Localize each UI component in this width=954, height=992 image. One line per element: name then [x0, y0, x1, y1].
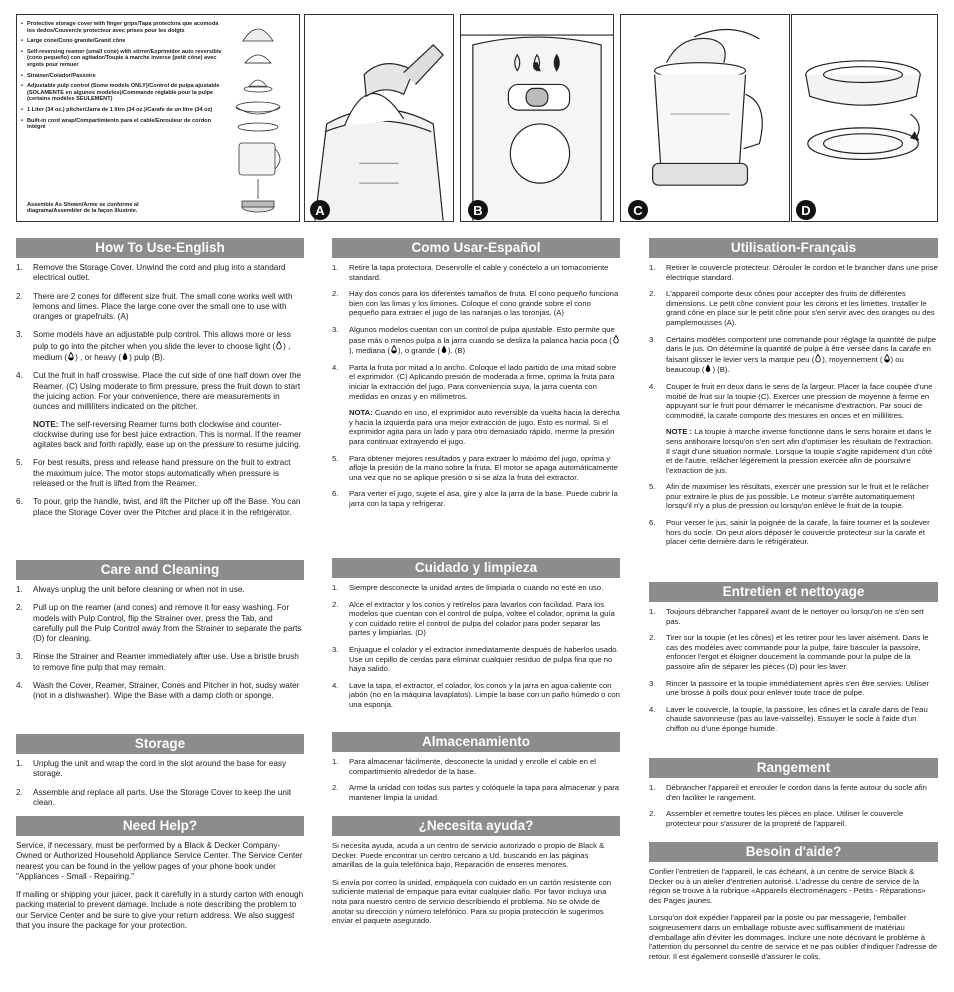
- spanish-storage-step-2: 2. Arme la unidad con todas sus partes y colóquele la tapa para almacenar y para mantener limpia la unidad.: [332, 783, 620, 802]
- french-howto-step-2: 2. L'appareil comporte deux cônes pour accepter des fruits de différentes dimensions. Le petit cône convient pour les citrons et les limettes. Installer le grand cône en place sur le petit cône pour s'en servir avec des oranges ou des pamplemousses (A).: [649, 289, 935, 327]
- french-help-paragraph-2: Lorsqu'on doit expédier l'appareil par la poste ou par messagerie, l'emballer soigneusement dans un emballage robuste avec suffisamment de matériau d'emballage afin d'éviter les dommages. Inclure une note décrivant le problème à l'attention du personnel du centre de service et ne pas oublier d'indiquer l'adresse de retour. Il est également conseillé d'assurer le colis.: [649, 913, 938, 961]
- french-howto-section: [649, 238, 938, 554]
- part-cover: • Protective storage cover with finger grips/Tapa protectora que acomoda los dedos/Couvercle protecteur avec prises pour les doigts: [21, 21, 226, 34]
- english-howto-step-1: 1. Remove the Storage Cover. Unwind the cord and plug into a standard electrical outlet.: [16, 263, 286, 283]
- french-care-step-4: 4. Laver le couvercle, la toupie, la passoire, les cônes et la carafe dans de l'eau chaude savonneuse (pas au lave-vaisselle). Essuyer le socle à l'aide d'un chiffon ou d'une éponge humide.: [649, 704, 928, 733]
- french-care-step-2: 2. Tirer sur la toupie (et les cônes) et les retirer pour les laver aisément. Dans le cas des modèles avec commande pour la pulpe, faire basculer la passoire, enfoncer l'ergot et éloigner doucement la commande pour la pulpe de la passoire afin de séparer les pièces (D) pour les laver.: [649, 633, 929, 671]
- french-howto-step-5: 5. Afin de maximiser les résultats, exercer une pression sur le fruit et le relâcher pour extraire le plus de jus possible. Le moteur s'arrête automatiquement lorsqu'il n'y a plus de pression ou lorsqu'on enlève le fruit de la toupie.: [649, 482, 929, 511]
- spanish-care-heading: Cuidado y limpieza: [332, 558, 620, 578]
- part-cord-wrap: • Built-in cord wrap/Compartimiento para el cable/Enrouleur de cordon intégré: [21, 118, 226, 131]
- english-help-paragraph-1: Service, if necessary, must be performed by a Black & Decker Company-Owned or Authorized Household Appliance Service Center. The Service Center nearest you can be found in the yellow pages of your phone book under "Appliances - Small - Repairing.": [16, 841, 303, 881]
- english-storage-section: [16, 734, 304, 816]
- french-howto-heading: Utilisation-Français: [649, 238, 938, 258]
- spanish-storage-step-1: 1. Para almacenar fácilmente, desconecte la unidad y enrolle el cable en el compartimiento alrededor de la base.: [332, 757, 597, 776]
- spanish-help-paragraph-1: Si necesita ayuda, acuda a un centro de servicio autorizado o propio de Black & Decker. Puede encontrar un centro cercano a Ud. buscando en las páginas amarillas de la guía telefónica bajo, Reparación de enseres menores.: [332, 841, 605, 870]
- french-help-paragraph-1: Confier l'entretien de l'appareil, le cas échéant, à un centre de service Black & Decker ou à un atelier d'entretien autorisé. L'adresse du centre de service de la région se trouve à la rubrique «Appareils électroménagers - Petits - Réparations» des Pages jaunes.: [649, 867, 926, 905]
- spanish-note: NOTA: Cuando en uso, el exprimidor auto reversible da vuelta hacia la derecha y hacia la izquierda para una mejor extracción de jugo. Esto es normal. Si el exprimidor agita para un lado y para otro demasiado rápido, merme la presión para continuar extrayendo el jugo.: [349, 408, 620, 446]
- part-strainer: • Strainer/Colador/Passoire: [21, 73, 226, 80]
- english-howto-step-5: 5. For best results, press and release hand pressure on the fruit to extract the maximum juice. The motor stops automatically when pressure is released or the fruit is lifted from the Reamer.: [16, 458, 291, 489]
- part-reamer: • Self-reversing reamer (small cone) with stirrer/Exprimidor auto reversible (cono pequeño) con agitador/Toupie à marche inverse (petit cône) avec ergots pour remuer: [21, 49, 226, 69]
- figure-c-label: C: [628, 200, 648, 220]
- spanish-howto-step-3: 3. Algunos modelos cuentan con un control de pulpa ajustable. Esto permite que pase más o menos pulpa a la jarra cuando se desliza la palanca hacia poca ( ), mediana ( ), o grande ( ). (B): [332, 325, 620, 356]
- english-care-step-2: 2. Pull up on the reamer (and cones) and remove it for easy washing. For models with Pulp Control, flip the Strainer over, press the Tab, and carefully pull the Pulp Control away from the Strainer to separate the parts (D) for cleaning.: [16, 603, 302, 644]
- spanish-howto-section: [332, 238, 620, 515]
- english-care-heading: Care and Cleaning: [16, 560, 304, 580]
- drop-half-icon: [68, 352, 74, 361]
- english-care-step-3: 3. Rinse the Strainer and Reamer immediately after use. Use a bristle brush to remove fine pulp that may remain.: [16, 652, 299, 672]
- english-care-step-4: 4. Wash the Cover, Reamer, Strainer, Cones and Pitcher in hot, sudsy water (not in a dishwasher). Wipe the Base with a damp cloth or sponge.: [16, 681, 300, 701]
- spanish-storage-heading: Almacenamiento: [332, 732, 620, 752]
- exploded-parts-illustration: [223, 19, 293, 219]
- figure-b-label: B: [468, 200, 488, 220]
- french-note: NOTE : La toupie à marche inverse fonctionne dans le sens horaire et dans le sens antihoraire lorsqu'on s'en sert afin d'optimiser les résultats de l'extraction. Il s'agit d'une situation normale. Lorsque la toupie s'agite rapidement d'un côté et de l'autre, relâcher légèrement la pression exercée afin de poursuivre l'extraction de jus.: [666, 427, 933, 475]
- spanish-howto-step-4: 4. Parta la fruta por mitad a lo ancho. Coloque el lado partido de una mitad sobre el exprimidor. (C) Aplicando presión de moderada a firme, oprima la fruta para iniciar la extracción del jugo. Para conveniencia suya, la jarra cuenta con medidas en onzas y en milímetros. NOTA: Cuando en uso, el exprimidor auto reversible da vuelta hacia la derecha y hacia la izquierda para una mejor extracción de jugo. Esto es normal. Si el exprimidor agita para un lado y para otro demasiado rápido, merme la presión para continuar extrayendo el jugo.: [332, 362, 620, 446]
- figure-a-label: A: [310, 200, 330, 220]
- part-pulp-control: • Adjustable pulp control (Some models ONLY)/Control de pulpa ajustable (SOLAMENTE en algunos modelos)/Commande réglable pour la pulpe (certains modèles SEULEMENT): [21, 83, 226, 103]
- drop-half-icon: [391, 345, 397, 354]
- spanish-howto-step-2: 2. Hay dos conos para los diferentes tamaños de fruta. El cono pequeño funciona bien con las limas y los limones. Coloque el cono grande sobre el cono pequeño para extraer el jugo de las naranjas o las toronjas. (A): [332, 289, 619, 318]
- figure-c-illustration: [620, 14, 790, 222]
- parts-list: [21, 21, 226, 131]
- drop-filled-icon: [441, 345, 447, 354]
- english-storage-step-1: 1. Unplug the unit and wrap the cord in the slot around the base for easy storage.: [16, 759, 287, 779]
- french-howto-step-3: 3. Certains modèles comportent une commande pour réglage la quantité de pulpe dans le jus. On détermine la quantité de pulpe à être versée dans la carafe en faisant glisser le levier vers la marque peu ( ), moyennement ( ) ou beaucoup ( ) (B).: [649, 334, 937, 375]
- drop-outline-icon: [613, 335, 619, 344]
- english-help-section: [16, 816, 304, 939]
- spanish-help-heading: ¿Necesita ayuda?: [332, 816, 620, 836]
- part-pitcher: • 1 Liter (34 oz.) pitcher/Jarra de 1 litro (34 oz.)/Carafe de un litre (34 oz): [21, 107, 226, 114]
- french-help-section: [649, 842, 938, 969]
- french-care-step-3: 3. Rincer la passoire et la toupie immédiatement après s'en être servies. Utiliser une brosse à poils doux pour enlever toute trace de pulpe.: [649, 678, 929, 698]
- figure-a-illustration: [304, 14, 454, 222]
- part-large-cone: • Large cone/Cono grande/Grand cône: [21, 38, 226, 45]
- spanish-care-step-1: 1. Siempre desconecte la unidad antes de limpiarla o cuando no esté en uso.: [332, 583, 604, 592]
- french-care-heading: Entretien et nettoyage: [649, 582, 938, 602]
- french-storage-step-1: 1. Débrancher l'appareil et enrouler le cordon dans la fente autour du socle afin d'en faciliter le rangement.: [649, 783, 927, 802]
- drop-filled-icon: [705, 364, 711, 373]
- english-storage-step-2: 2. Assemble and replace all parts. Use the Storage Cover to keep the unit clean.: [16, 787, 292, 807]
- figure-b-illustration: [460, 14, 614, 222]
- figure-d-illustration: [791, 14, 938, 222]
- spanish-help-section: [332, 816, 620, 934]
- spanish-howto-heading: Como Usar-Español: [332, 238, 620, 258]
- french-howto-step-1: 1. Retirer le couvercle protecteur. Dérouler le cordon et le brancher dans une prise électrique standard.: [649, 263, 938, 282]
- spanish-howto-step-6: 6. Para verter el jugo, sujete el asa, gire y alce la jarra de la base. Puede cubrir la jarra con la tapa y refrigerar.: [332, 489, 618, 508]
- french-howto-step-4: 4. Couper le fruit en deux dans le sens de la largeur. Placer la face coupée d'une moitié de fruit sur la toupie (C). Exercer une pression de moyenne à ferme en appuyant sur le fruit pour démarrer le mécanisme d'extraction. Par souci de commodité, la carafe comporte des mesures en onces et en millilitres. NOTE : La toupie à marche inverse fonctionne dans le sens horaire et dans le sens antihoraire lorsqu'on s'en sert afin d'optimiser les résultats de l'extraction. Il s'agit d'une situation normale. Lorsque la toupie s'agite rapidement d'un côté et de l'autre, relâcher légèrement la pression exercée afin de poursuivre l'extraction de jus.: [649, 382, 938, 475]
- english-howto-step-3: 3. Some models have an adjustable pulp control. This allows more or less pulp to go into the pitcher when you slide the lever to choose light ( ) , medium ( ) , or heavy ( ) pulp (B).: [16, 330, 291, 363]
- french-care-step-1: 1. Toujours débrancher l'appareil avant de le nettoyer ou lorsqu'on ne s'en sert pas.: [649, 607, 924, 626]
- spanish-help-paragraph-2: Si envía por correo la unidad, empáquela con cuidado en un cartón resistente con suficiente material de empaque para evitar cualquier daño. Por favor incluya una nota para nuestro centro de servicio describiendo el problema. No se olvide de anotar su dirección y número telefónico. Para su propia protección le sugerimos enviar el paquete asegurado.: [332, 877, 612, 926]
- french-howto-step-6: 6. Pour verser le jus, saisir la poignée de la carafe, la faire tourner et la soulever hors du socle. On peut alors déposer le couvercle protecteur sur la carafe et placer cette dernière dans le réfrigérateur.: [649, 518, 930, 547]
- spanish-care-step-2: 2. Alce el extractor y los conos y retírelos para lavarlos con facilidad. Para los modelos que cuentan con el control de pulpa, voltee el colador, oprima la guía y con cuidado retire el control de pulpa del colador para poder separar las partes y limpiarlas. (D): [332, 599, 615, 638]
- french-storage-step-2: 2. Assembler et remettre toutes les pièces en place. Utiliser le couvercle protecteur pour s'assurer de la propreté de l'appareil.: [649, 809, 904, 828]
- french-storage-heading: Rangement: [649, 758, 938, 778]
- english-help-heading: Need Help?: [16, 816, 304, 836]
- english-care-section: [16, 560, 304, 710]
- spanish-howto-step-5: 5. Para obtener mejores resultados y para extraer lo máximo del jugo, oprima y afloje la presión de la mano sobre la fruta. El motor se apaga automáticamente una vez que no se aplique presión o si se alza la fruta del extractor.: [332, 453, 618, 482]
- french-storage-section: [649, 758, 938, 835]
- parts-diagram: [16, 14, 300, 222]
- english-howto-step-2: 2. There are 2 cones for different size fruit. The small cone works well with lemons and limes. Place the large cone over the small one to use with oranges or grapefruits. (A): [16, 291, 293, 322]
- spanish-storage-section: [332, 732, 620, 809]
- spanish-care-step-4: 4. Lave la tapa, el extractor, el colador, los conos y la jarra en agua caliente con jabón (no en la máquina lavaplatos). Limpie la base con un paño húmedo o con una esponja.: [332, 680, 620, 709]
- french-help-heading: Besoin d'aide?: [649, 842, 938, 862]
- english-howto-section: [16, 238, 304, 526]
- english-note: NOTE: The self-reversing Reamer turns both clockwise and counter-clockwise during use for best juice extraction. This is normal. If the reamer agitates back and forth rapidly, ease up on the pressure to resume juicing.: [33, 419, 302, 450]
- assemble-note: Assemble As Shown/Arme se conforme al diagrama/Assembler de la façon illustrée.: [27, 201, 139, 215]
- drop-half-icon: [884, 354, 890, 363]
- spanish-care-step-3: 3. Enjuague el colador y el extractor inmediatamente después de haberlos usado. Use un cepillo de cerdas para eliminar cualquier residuo de pulpa fina que no haya salido.: [332, 644, 619, 674]
- english-storage-heading: Storage: [16, 734, 304, 754]
- figure-d-label: D: [796, 200, 816, 220]
- drop-filled-icon: [122, 352, 128, 361]
- english-howto-heading: How To Use-English: [16, 238, 304, 258]
- spanish-care-section: [332, 558, 620, 717]
- english-help-paragraph-2: If mailing or shipping your juicer, pack it carefully in a sturdy carton with enough packing material to prevent damage. Include a note describing the problem to our Service Center and be sure to give your return address. We also suggest that you insure the package for your protection.: [16, 890, 304, 931]
- english-howto-step-6: 6. To pour, grip the handle, twist, and lift the Pitcher up off the Base. You can place the Storage Cover over the Pitcher and place it in the refrigerator.: [16, 497, 301, 517]
- french-care-section: [649, 582, 938, 741]
- english-care-step-1: 1. Always unplug the unit before cleaning or when not in use.: [16, 585, 245, 594]
- english-howto-step-4: 4. Cut the fruit in half crosswise. Place the cut side of one half down over the Reamer. (C) Using moderate to firm pressure, press the fruit down to start the juicing action. For your convenience, there are measurements in ounces and milliliters indicated on the pitcher. NOTE: The self-reversing Reamer turns both clockwise and counter-clockwise during use for best juice extraction. This is normal. If the reamer agitates back and forth rapidly, ease up on the pressure to resume juicing.: [16, 371, 304, 450]
- spanish-howto-step-1: 1. Retire la tapa protectora. Desenrolle el cable y conéctelo a un tomacorriente standard.: [332, 263, 609, 282]
- drop-outline-icon: [276, 341, 282, 350]
- drop-outline-icon: [815, 354, 821, 363]
